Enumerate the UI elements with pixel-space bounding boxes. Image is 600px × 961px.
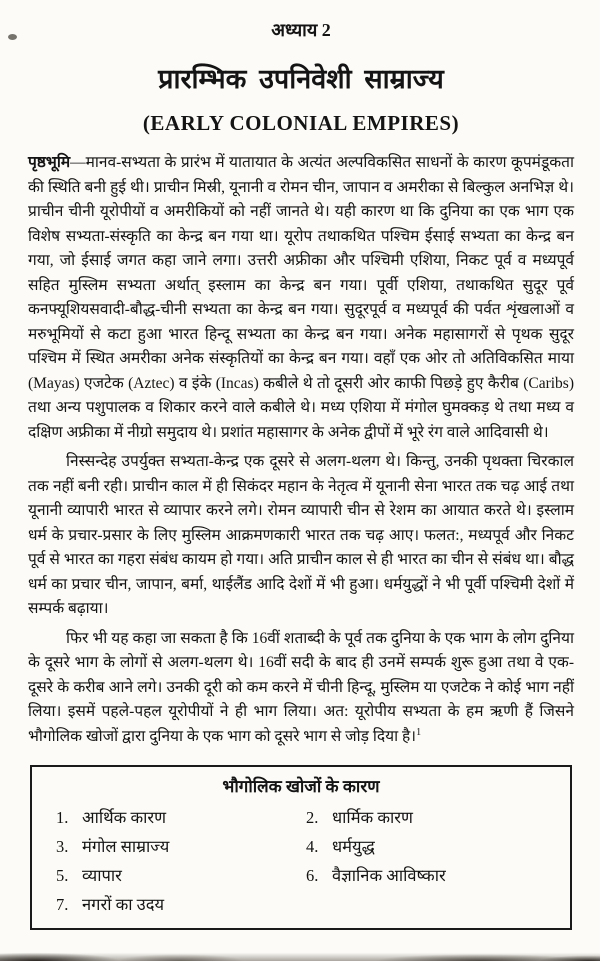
- reasons-list: [46, 807, 556, 916]
- page-subtitle: (EARLY COLONIAL EMPIRES): [142, 111, 460, 135]
- item-number: 1.: [56, 808, 69, 827]
- paragraph-16th-century-text: फिर भी यह कहा जा सकता है कि 16वीं शताब्दी के पूर्व तक दुनिया के एक भाग के लोग दुनिया के दूसरे भाग के लोगों से अलग-थलग थे। 16वीं सदी के बाद ही उनमें सम्पर्क शुरू हुआ तथा वे एक-दूसरे के करीब आने लगे। उनकी दूरी को कम करने में चीनी हिन्दू, मुस्लिम या एजटेक ने कोई भाग नहीं लिया। इसमें पहले-पहल यूरोपीयों ने ही भाग लिया। अत: यूरोपीय सभ्यता के हम ऋणी हैं जिसने भौगोलिक खोजों द्वारा दुनिया के एक भाग को दूसरे भाग से जोड़ दिया है।: [28, 629, 574, 745]
- page-title: प्रारम्भिक उपनिवेशी साम्राज्य: [158, 64, 444, 94]
- paragraph-16th-century: [28, 627, 574, 750]
- scan-artifact: [8, 34, 17, 40]
- chapter-label: अध्याय 2: [271, 20, 331, 40]
- paragraph-contact-history: निस्सन्देह उपर्युक्त सभ्यता-केन्द्र एक दूसरे से अलग-थलग थे। किन्तु, उनकी पृथक्ता चिरकाल तक नहीं बनी रही। प्राचीन काल में ही सिकंदर महान के नेतृत्व में यूनानी सेना भारत तक चढ़ आई तथा यूनानी व्यापारी भारत से व्यापार करने लगे। रोमन व्यापारी चीन से रेशम का आयात करते थे। इस्लाम धर्म के प्रचार-प्रसार के लिए मुस्लिम आक्रमणकारी भारत तक चढ़ आए। फलत:, मध्यपूर्व और निकट पूर्व से भारत का गहरा संबंध कायम हो गया। अति प्राचीन काल से ही भारत का चीन से संबंध था। बौद्ध धर्म का प्रचार चीन, जापान, बर्मा, थाईलैंड आदि देशों में भी हुआ। धर्मयुद्धों ने भी पूर्वी पश्चिमी देशों में सम्पर्क बढ़ाया।: [28, 453, 574, 617]
- list-item: [56, 836, 306, 858]
- item-label: आर्थिक कारण: [82, 808, 167, 827]
- paragraph-background: [28, 151, 574, 445]
- list-item: [306, 807, 556, 829]
- list-item: [56, 865, 306, 887]
- list-item: [306, 836, 556, 858]
- item-label: नगरों का उदय: [82, 895, 165, 914]
- item-number: 6.: [306, 866, 319, 885]
- item-number: 5.: [56, 866, 69, 885]
- item-label: वैज्ञानिक आविष्कार: [332, 866, 446, 885]
- list-item: [306, 865, 556, 887]
- item-label: धर्मयुद्ध: [332, 837, 375, 856]
- lead-word: पृष्ठभूमि: [28, 154, 71, 171]
- reasons-box-title: भौगोलिक खोजों के कारण: [222, 777, 380, 796]
- item-label: धार्मिक कारण: [332, 808, 413, 827]
- item-number: 7.: [56, 895, 69, 914]
- item-number: 3.: [56, 837, 69, 856]
- paragraph-background-text: —मानव-सभ्यता के प्रारंभ में यातायात के अत्यंत अल्पविकसित साधनों के कारण कूपमंडूकता की स्थिति बनी हुई थी। प्राचीन मिस्री, यूनानी व रोमन चीन, जापान व अमरीका से बिल्कुल अनभिज्ञ थे। प्राचीन चीनी यूरोपीयों व अमरीकियों को नहीं जानते थे। यही कारण था कि दुनिया का एक भाग एक विशेष सभ्यता-संस्कृति का केन्द्र बन गया था। यूरोप तथाकथित पश्चिम ईसाई सभ्यता का केन्द्र बन गया, जो ईसाई जगत कहा जाने लगा। उत्तरी अफ्रीका और पश्चिमी एशिया, निकट पूर्व व मध्यपूर्व सहित मुस्लिम सभ्यता अर्थात् इस्लाम का केन्द्र बन गया। पूर्वी एशिया, तथाकथित सुदूर पूर्व कनफ्यूशियसवादी-बौद्ध-चीनी सभ्यता का केन्द्र बन गया। सुदूरपूर्व व मध्यपूर्व की पर्वत शृंखलाओं व मरुभूमियों से कटा हुआ भारत हिन्दू सभ्यता का केन्द्र बन गया। अनेक महासागरों से पृथक सुदूर पश्चिम में स्थित अमरीका अनेक संस्कृतियों का केन्द्र बन गया। वहाँ एक ओर तो अतिविकसित माया (Mayas) एजटेक (Aztec) व इंके (Incas) कबीले थे तो दूसरी ओर काफी पिछड़े हुए कैरीब (Caribs) तथा अन्य पशुपालक व शिकार करने वाले कबीले थे। मध्य एशिया में मंगोल घुमक्कड़ थे तथा मध्य व दक्षिण अफ्रीका में नीग्रो समुदाय थे। प्रशांत महासागर के अनेक द्वीपों में भूरे रंग वाले आदिवासी थे।: [28, 154, 574, 441]
- scan-edge-artifact: [0, 947, 600, 961]
- item-label: व्यापार: [82, 866, 122, 885]
- item-number: 4.: [306, 837, 319, 856]
- item-label: मंगोल साम्राज्य: [82, 837, 170, 856]
- item-number: 2.: [306, 808, 319, 827]
- list-item: [56, 894, 306, 916]
- list-item: [56, 807, 306, 829]
- reasons-box: [30, 765, 572, 930]
- footnote-mark: 1: [416, 726, 422, 738]
